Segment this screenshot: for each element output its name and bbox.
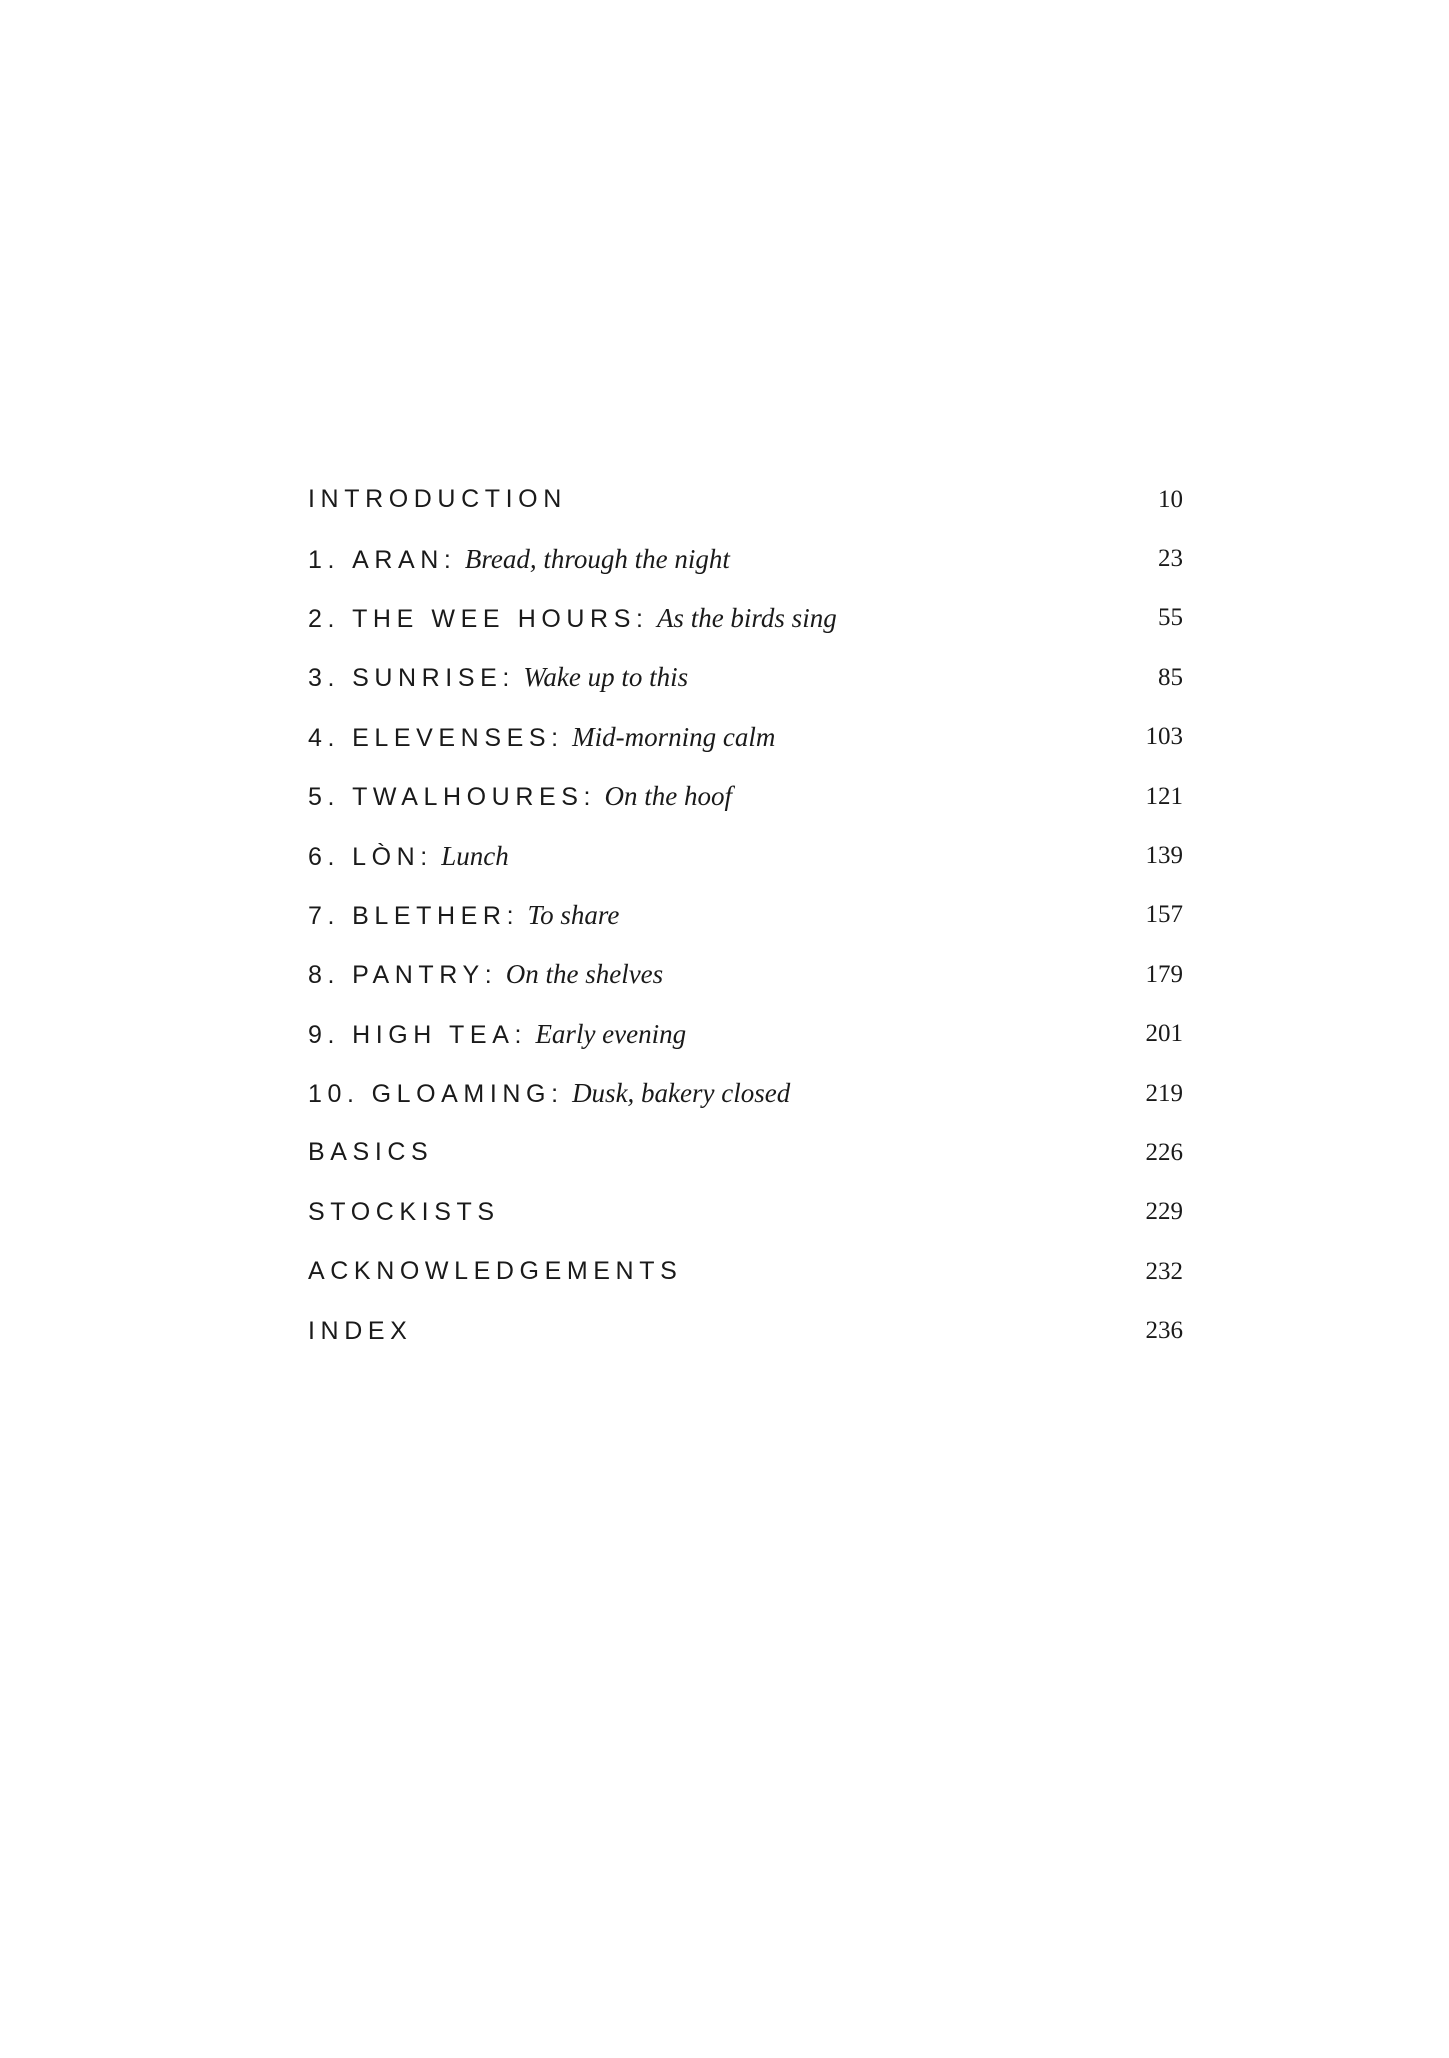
toc-entry[interactable]: [308, 945, 1183, 1004]
chapter-title: ELEVENSES: [352, 723, 552, 752]
chapter-title: TWALHOURES: [352, 783, 584, 812]
page-number: 236: [1145, 1317, 1183, 1345]
toc-entry[interactable]: [308, 529, 1183, 588]
page-number: 226: [1145, 1138, 1183, 1166]
chapter-title: ARAN: [352, 545, 444, 574]
chapter-title: INDEX: [308, 1316, 413, 1345]
page-number: 179: [1145, 960, 1183, 988]
toc-entry[interactable]: [308, 708, 1183, 767]
chapter-title: LÒN: [352, 842, 421, 871]
page-number: 219: [1145, 1079, 1183, 1107]
toc-entry[interactable]: [308, 1242, 1183, 1301]
toc-entry-label: [308, 781, 732, 812]
page-number: 85: [1158, 663, 1183, 691]
toc-entry-label: [308, 1198, 500, 1227]
chapter-subtitle: Bread, through the night: [464, 543, 730, 574]
toc-entry[interactable]: [308, 1123, 1183, 1182]
title-separator: :: [551, 1080, 559, 1109]
chapter-title: BASICS: [308, 1138, 434, 1167]
chapter-subtitle: Early evening: [535, 1018, 687, 1049]
toc-entry-label: [308, 544, 730, 575]
chapter-subtitle: Mid-morning calm: [572, 721, 776, 752]
page-number: 229: [1145, 1198, 1183, 1226]
chapter-title: BLETHER: [352, 901, 507, 930]
toc-entry-label: [308, 841, 509, 872]
chapter-number: 9.: [308, 1020, 341, 1049]
chapter-number: 6.: [308, 842, 341, 871]
toc-entry-label: [308, 1019, 686, 1050]
chapter-number: 4.: [308, 723, 341, 752]
toc-entry[interactable]: [308, 1064, 1183, 1123]
chapter-title: STOCKISTS: [308, 1197, 500, 1226]
title-separator: :: [502, 664, 510, 693]
page-number: 157: [1145, 901, 1183, 929]
page-number: 55: [1158, 604, 1183, 632]
title-separator: :: [484, 961, 492, 990]
page-number: 103: [1145, 723, 1183, 751]
chapter-subtitle: Wake up to this: [523, 662, 689, 693]
title-separator: :: [514, 1020, 522, 1049]
page-number: 201: [1145, 1020, 1183, 1048]
chapter-number: 7.: [308, 901, 341, 930]
title-separator: :: [506, 901, 514, 930]
chapter-number: 2.: [308, 604, 341, 633]
toc-entry[interactable]: [308, 886, 1183, 945]
chapter-number: 8.: [308, 961, 341, 990]
chapter-title: PANTRY: [352, 961, 485, 990]
chapter-subtitle: Dusk, bakery closed: [572, 1078, 791, 1109]
toc-entry-label: [308, 959, 663, 990]
title-separator: :: [635, 604, 643, 633]
toc-entry[interactable]: [308, 1183, 1183, 1242]
toc-entry-label: [308, 662, 688, 693]
page-number: 139: [1145, 842, 1183, 870]
toc-entry-label: [308, 603, 837, 634]
toc-entry[interactable]: [308, 767, 1183, 826]
toc-entry[interactable]: [308, 1005, 1183, 1064]
toc-entry-label: [308, 900, 619, 931]
toc-entry-label: [308, 1317, 412, 1346]
toc-entry[interactable]: [308, 1301, 1183, 1360]
chapter-number: 10.: [308, 1080, 360, 1109]
chapter-title: ACKNOWLEDGEMENTS: [308, 1257, 683, 1286]
chapter-subtitle: Lunch: [441, 840, 509, 871]
chapter-number: 3.: [308, 664, 341, 693]
toc-entry-label: [308, 1257, 682, 1286]
chapter-subtitle: As the birds sing: [656, 602, 837, 633]
title-separator: :: [420, 842, 428, 871]
title-separator: :: [443, 545, 451, 574]
page-number: 10: [1158, 485, 1183, 513]
toc-entry[interactable]: [308, 826, 1183, 885]
chapter-subtitle: To share: [527, 899, 620, 930]
toc-entry-label: [308, 1138, 433, 1167]
toc-entry[interactable]: [308, 470, 1183, 529]
chapter-title: SUNRISE: [352, 664, 503, 693]
chapter-number: 1.: [308, 545, 341, 574]
table-of-contents: [308, 470, 1183, 1361]
toc-entry-label: [308, 1078, 790, 1109]
toc-entry[interactable]: [308, 589, 1183, 648]
chapter-title: HIGH TEA: [352, 1020, 515, 1049]
chapter-title: THE WEE HOURS: [352, 604, 636, 633]
page-number: 121: [1145, 782, 1183, 810]
chapter-title: INTRODUCTION: [308, 485, 567, 514]
toc-entry-label: [308, 722, 775, 753]
page-number: 232: [1145, 1257, 1183, 1285]
chapter-subtitle: On the hoof: [604, 781, 732, 812]
toc-entry[interactable]: [308, 648, 1183, 707]
toc-entry-label: [308, 485, 567, 514]
title-separator: :: [583, 783, 591, 812]
chapter-subtitle: On the shelves: [505, 959, 664, 990]
page-number: 23: [1158, 545, 1183, 573]
title-separator: :: [551, 723, 559, 752]
chapter-title: GLOAMING: [371, 1080, 552, 1109]
chapter-number: 5.: [308, 783, 341, 812]
